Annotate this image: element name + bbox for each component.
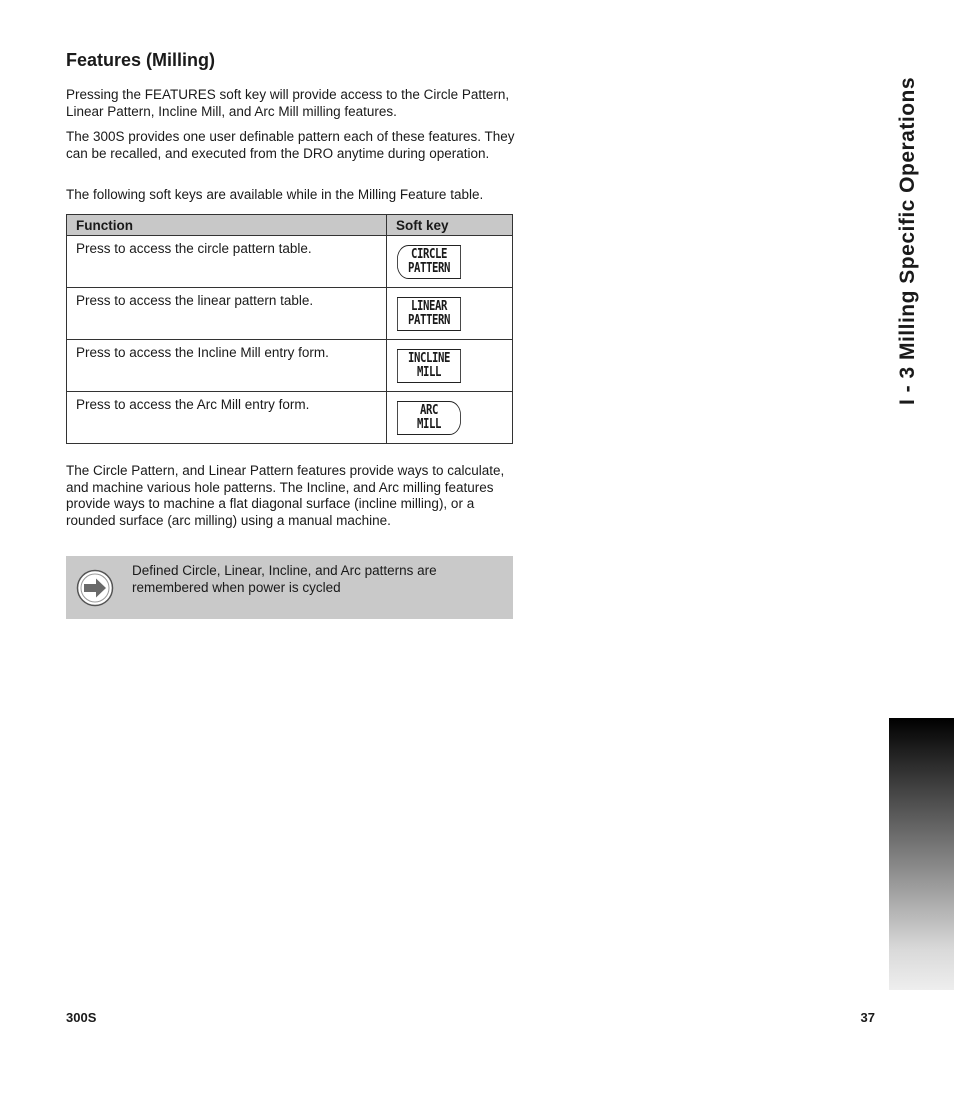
function-cell: Press to access the Incline Mill entry form.	[67, 340, 387, 392]
softkey-intro-paragraph: The following soft keys are available while in the Milling Feature table.	[66, 187, 484, 202]
note-text: Defined Circle, Linear, Incline, and Arc patterns are remembered when power is cycled	[132, 563, 437, 595]
table-row	[67, 288, 513, 340]
softkey-cell	[387, 288, 513, 340]
softkey-cell	[387, 340, 513, 392]
arc-mill-softkey: ARC MILL	[397, 401, 461, 435]
chapter-tab-gradient	[889, 718, 954, 990]
circle-pattern-softkey: CIRCLE PATTERN	[397, 245, 461, 279]
section-heading: Features (Milling)	[66, 50, 216, 70]
table-row	[67, 392, 513, 444]
function-cell: Press to access the linear pattern table.	[67, 288, 387, 340]
linear-pattern-softkey: LINEAR PATTERN	[397, 297, 461, 331]
softkey-cell	[387, 236, 513, 288]
arrow-right-icon	[76, 569, 114, 607]
footer-product-name: 300S	[66, 1010, 97, 1025]
column-header-function: Function	[67, 215, 387, 236]
table-header-row	[67, 215, 513, 236]
table-row	[67, 236, 513, 288]
chapter-side-title: I - 3 Milling Specific Operations	[896, 76, 919, 406]
intro-paragraph: Pressing the FEATURES soft key will provide access to the Circle Pattern, Linear Pattern, Incline Mill, and Arc Mill milling features.	[66, 87, 510, 119]
softkey-table	[66, 214, 513, 444]
function-cell: Press to access the Arc Mill entry form.	[67, 392, 387, 444]
footer-page-number: 37	[860, 1010, 875, 1025]
note-box	[66, 556, 513, 619]
description-paragraph: The 300S provides one user definable pattern each of these features. They can be recalled, and executed from the DRO anytime during operation.	[66, 129, 515, 161]
softkey-cell	[387, 392, 513, 444]
function-cell: Press to access the circle pattern table.	[67, 236, 387, 288]
closing-paragraph: The Circle Pattern, and Linear Pattern features provide ways to calculate, and machine various hole patterns. The Incline, and Arc milling features provide ways to machine a flat diagonal surface (incline milling), or a rounded surface (arc milling) using a manual machine.	[66, 463, 505, 528]
table-row	[67, 340, 513, 392]
column-header-softkey: Soft key	[387, 215, 513, 236]
incline-mill-softkey: INCLINE MILL	[397, 349, 461, 383]
